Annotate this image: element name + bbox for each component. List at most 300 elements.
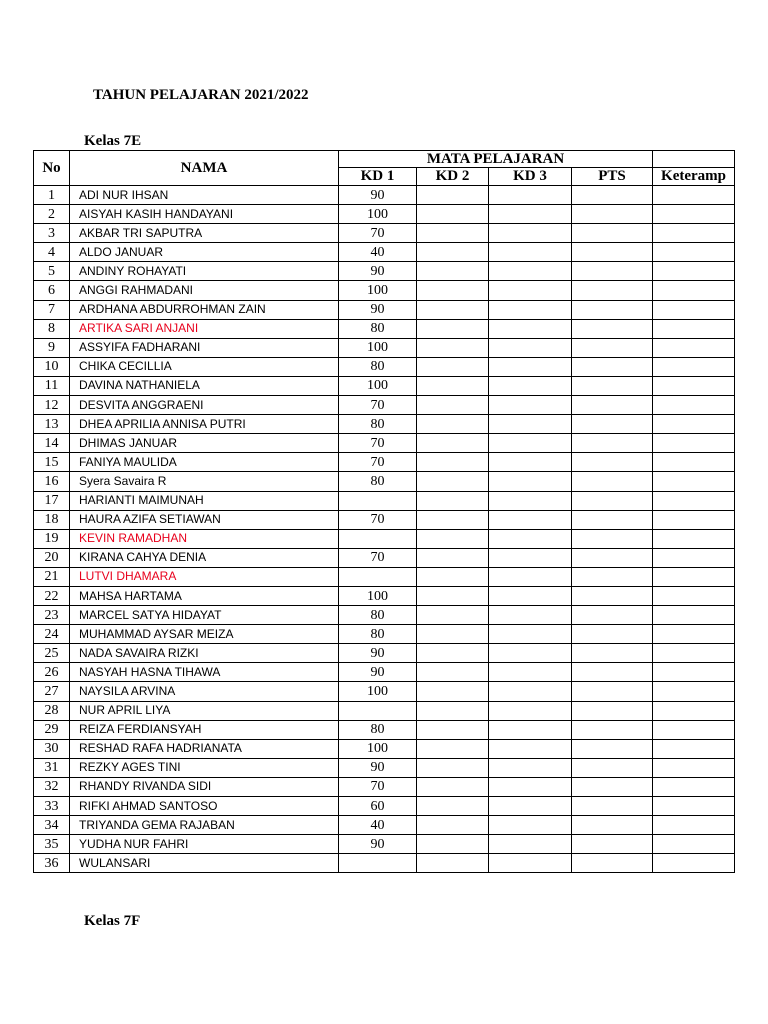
pts-score	[572, 625, 653, 644]
student-name: ALDO JANUAR	[70, 243, 339, 262]
row-number: 20	[34, 548, 70, 567]
class-label-7f: Kelas 7F	[84, 913, 141, 929]
kd3-score	[489, 396, 572, 415]
table-row	[34, 281, 735, 300]
row-number: 7	[34, 300, 70, 319]
keterampilan-score	[653, 205, 735, 224]
table-row	[34, 720, 735, 739]
kd3-score	[489, 510, 572, 529]
table-body	[34, 186, 735, 873]
student-name: DAVINA NATHANIELA	[70, 376, 339, 395]
keterampilan-score	[653, 338, 735, 357]
kd1-score: 100	[339, 205, 417, 224]
kd1-score: 70	[339, 548, 417, 567]
row-number: 29	[34, 720, 70, 739]
table-row	[34, 453, 735, 472]
row-number: 4	[34, 243, 70, 262]
student-name: ARDHANA ABDURROHMAN ZAIN	[70, 300, 339, 319]
kd3-score	[489, 777, 572, 796]
pts-score	[572, 357, 653, 376]
kd2-score	[417, 319, 489, 338]
student-name: AKBAR TRI SAPUTRA	[70, 224, 339, 243]
pts-score	[572, 319, 653, 338]
row-number: 17	[34, 491, 70, 510]
kd3-score	[489, 262, 572, 281]
row-number: 23	[34, 606, 70, 625]
kd3-score	[489, 529, 572, 548]
keterampilan-score	[653, 548, 735, 567]
pts-score	[572, 510, 653, 529]
header-kd3: KD 3	[489, 168, 572, 186]
row-number: 19	[34, 529, 70, 548]
student-name: NADA SAVAIRA RIZKI	[70, 644, 339, 663]
kd3-score	[489, 205, 572, 224]
kd3-score	[489, 625, 572, 644]
table-row	[34, 434, 735, 453]
table-row	[34, 625, 735, 644]
keterampilan-score	[653, 758, 735, 777]
keterampilan-score	[653, 739, 735, 758]
kd1-score: 90	[339, 262, 417, 281]
row-number: 3	[34, 224, 70, 243]
student-name: NASYAH HASNA TIHAWA	[70, 663, 339, 682]
pts-score	[572, 376, 653, 395]
kd3-score	[489, 682, 572, 701]
table-row	[34, 319, 735, 338]
keterampilan-score	[653, 644, 735, 663]
kd2-score	[417, 644, 489, 663]
table-row	[34, 224, 735, 243]
table-row	[34, 797, 735, 816]
pts-score	[572, 396, 653, 415]
keterampilan-score	[653, 835, 735, 854]
keterampilan-score	[653, 510, 735, 529]
row-number: 12	[34, 396, 70, 415]
table-row	[34, 548, 735, 567]
table-row	[34, 472, 735, 491]
student-name: Syera Savaira R	[70, 472, 339, 491]
kd1-score: 80	[339, 720, 417, 739]
kd1-score	[339, 567, 417, 586]
kd2-score	[417, 854, 489, 873]
kd3-score	[489, 472, 572, 491]
row-number: 33	[34, 797, 70, 816]
student-name: DESVITA ANGGRAENI	[70, 396, 339, 415]
student-name: CHIKA CECILLIA	[70, 357, 339, 376]
kd2-score	[417, 835, 489, 854]
student-name: DHEA APRILIA ANNISA PUTRI	[70, 415, 339, 434]
keterampilan-score	[653, 701, 735, 720]
keterampilan-score	[653, 396, 735, 415]
table-row	[34, 606, 735, 625]
row-number: 30	[34, 739, 70, 758]
kd1-score	[339, 529, 417, 548]
student-name: ADI NUR IHSAN	[70, 186, 339, 205]
student-name: YUDHA NUR FAHRI	[70, 835, 339, 854]
student-name: FANIYA MAULIDA	[70, 453, 339, 472]
kd1-score: 60	[339, 797, 417, 816]
kd2-score	[417, 548, 489, 567]
keterampilan-score	[653, 606, 735, 625]
kd2-score	[417, 682, 489, 701]
row-number: 36	[34, 854, 70, 873]
header-pts: PTS	[572, 168, 653, 186]
kd3-score	[489, 319, 572, 338]
table-row	[34, 510, 735, 529]
row-number: 31	[34, 758, 70, 777]
table-row	[34, 777, 735, 796]
pts-score	[572, 434, 653, 453]
kd3-score	[489, 357, 572, 376]
pts-score	[572, 243, 653, 262]
pts-score	[572, 739, 653, 758]
pts-score	[572, 758, 653, 777]
kd1-score	[339, 854, 417, 873]
keterampilan-score	[653, 625, 735, 644]
pts-score	[572, 548, 653, 567]
keterampilan-score	[653, 720, 735, 739]
pts-score	[572, 682, 653, 701]
kd1-score: 90	[339, 644, 417, 663]
kd3-score	[489, 415, 572, 434]
row-number: 9	[34, 338, 70, 357]
keterampilan-score	[653, 567, 735, 586]
table-row	[34, 758, 735, 777]
kd3-score	[489, 376, 572, 395]
pts-score	[572, 586, 653, 605]
pts-score	[572, 300, 653, 319]
pts-score	[572, 644, 653, 663]
table-row	[34, 415, 735, 434]
student-name: ASSYIFA FADHARANI	[70, 338, 339, 357]
student-name: HAURA AZIFA SETIAWAN	[70, 510, 339, 529]
student-name: ANGGI RAHMADANI	[70, 281, 339, 300]
student-name: RESHAD RAFA HADRIANATA	[70, 739, 339, 758]
table-row	[34, 701, 735, 720]
kd3-score	[489, 586, 572, 605]
keterampilan-score	[653, 797, 735, 816]
kd2-score	[417, 281, 489, 300]
kd2-score	[417, 262, 489, 281]
kd1-score: 90	[339, 758, 417, 777]
pts-score	[572, 186, 653, 205]
kd2-score	[417, 758, 489, 777]
kd2-score	[417, 567, 489, 586]
student-name: MAHSA HARTAMA	[70, 586, 339, 605]
kd1-score: 100	[339, 586, 417, 605]
pts-score	[572, 415, 653, 434]
kd1-score: 80	[339, 625, 417, 644]
table-row	[34, 186, 735, 205]
kd1-score: 80	[339, 357, 417, 376]
kd1-score: 90	[339, 300, 417, 319]
kd3-score	[489, 434, 572, 453]
kd3-score	[489, 338, 572, 357]
pts-score	[572, 281, 653, 300]
kd2-score	[417, 586, 489, 605]
row-number: 15	[34, 453, 70, 472]
student-name: RIFKI AHMAD SANTOSO	[70, 797, 339, 816]
student-name: MUHAMMAD AYSAR MEIZA	[70, 625, 339, 644]
keterampilan-score	[653, 357, 735, 376]
kd2-score	[417, 701, 489, 720]
table-row	[34, 644, 735, 663]
row-number: 34	[34, 816, 70, 835]
pts-score	[572, 529, 653, 548]
pts-score	[572, 606, 653, 625]
header-mata-pelajaran: MATA PELAJARAN	[339, 151, 653, 168]
kd2-score	[417, 797, 489, 816]
table-row	[34, 396, 735, 415]
student-name: KIRANA CAHYA DENIA	[70, 548, 339, 567]
pts-score	[572, 720, 653, 739]
row-number: 24	[34, 625, 70, 644]
student-name: AISYAH KASIH HANDAYANI	[70, 205, 339, 224]
kd2-score	[417, 300, 489, 319]
kd2-score	[417, 606, 489, 625]
student-name: KEVIN RAMADHAN	[70, 529, 339, 548]
table-row	[34, 262, 735, 281]
kd1-score: 100	[339, 376, 417, 395]
kd1-score: 80	[339, 319, 417, 338]
student-name: MARCEL SATYA HIDAYAT	[70, 606, 339, 625]
kd1-score: 90	[339, 835, 417, 854]
kd2-score	[417, 625, 489, 644]
pts-score	[572, 777, 653, 796]
kd2-score	[417, 510, 489, 529]
row-number: 11	[34, 376, 70, 395]
row-number: 25	[34, 644, 70, 663]
row-number: 14	[34, 434, 70, 453]
kd2-score	[417, 777, 489, 796]
keterampilan-score	[653, 319, 735, 338]
pts-score	[572, 701, 653, 720]
keterampilan-score	[653, 186, 735, 205]
table-row	[34, 663, 735, 682]
kd1-score: 70	[339, 224, 417, 243]
pts-score	[572, 491, 653, 510]
header-no: No	[34, 151, 70, 186]
kd1-score: 80	[339, 472, 417, 491]
keterampilan-score	[653, 472, 735, 491]
row-number: 2	[34, 205, 70, 224]
kd2-score	[417, 338, 489, 357]
keterampilan-score	[653, 224, 735, 243]
row-number: 10	[34, 357, 70, 376]
keterampilan-score	[653, 491, 735, 510]
student-name: TRIYANDA GEMA RAJABAN	[70, 816, 339, 835]
keterampilan-score	[653, 434, 735, 453]
kd2-score	[417, 224, 489, 243]
kd3-score	[489, 835, 572, 854]
kd2-score	[417, 357, 489, 376]
kd3-score	[489, 663, 572, 682]
student-name: NUR APRIL LIYA	[70, 701, 339, 720]
pts-score	[572, 224, 653, 243]
class-label-7e: Kelas 7E	[84, 133, 142, 149]
keterampilan-score	[653, 663, 735, 682]
pts-score	[572, 835, 653, 854]
kd2-score	[417, 376, 489, 395]
kd3-score	[489, 758, 572, 777]
pts-score	[572, 472, 653, 491]
kd3-score	[489, 854, 572, 873]
keterampilan-score	[653, 300, 735, 319]
pts-score	[572, 205, 653, 224]
kd2-score	[417, 739, 489, 758]
row-number: 16	[34, 472, 70, 491]
kd3-score	[489, 300, 572, 319]
kd3-score	[489, 701, 572, 720]
kd3-score	[489, 644, 572, 663]
kd3-score	[489, 281, 572, 300]
table-row	[34, 529, 735, 548]
row-number: 5	[34, 262, 70, 281]
row-number: 28	[34, 701, 70, 720]
header-keterampilan: Keteramp	[653, 168, 735, 186]
student-name: ARTIKA SARI ANJANI	[70, 319, 339, 338]
kd2-score	[417, 415, 489, 434]
kd1-score	[339, 491, 417, 510]
row-number: 13	[34, 415, 70, 434]
kd3-score	[489, 816, 572, 835]
student-name: HARIANTI MAIMUNAH	[70, 491, 339, 510]
kd3-score	[489, 453, 572, 472]
keterampilan-score	[653, 262, 735, 281]
kd1-score: 70	[339, 434, 417, 453]
header-empty-cell	[653, 151, 735, 168]
kd3-score	[489, 224, 572, 243]
pts-score	[572, 262, 653, 281]
kd2-score	[417, 720, 489, 739]
student-name: LUTVI DHAMARA	[70, 567, 339, 586]
kd1-score: 70	[339, 396, 417, 415]
kd2-score	[417, 491, 489, 510]
kd3-score	[489, 797, 572, 816]
kd1-score: 100	[339, 682, 417, 701]
keterampilan-score	[653, 816, 735, 835]
table-row	[34, 567, 735, 586]
kd2-score	[417, 663, 489, 682]
kd2-score	[417, 453, 489, 472]
pts-score	[572, 816, 653, 835]
kd3-score	[489, 548, 572, 567]
kd1-score: 80	[339, 606, 417, 625]
table-row	[34, 357, 735, 376]
pts-score	[572, 453, 653, 472]
keterampilan-score	[653, 281, 735, 300]
table-row	[34, 835, 735, 854]
header-kd2: KD 2	[417, 168, 489, 186]
table-row	[34, 338, 735, 357]
row-number: 18	[34, 510, 70, 529]
pts-score	[572, 663, 653, 682]
kd2-score	[417, 816, 489, 835]
kd1-score	[339, 701, 417, 720]
table-row	[34, 376, 735, 395]
keterampilan-score	[653, 777, 735, 796]
pts-score	[572, 567, 653, 586]
row-number: 22	[34, 586, 70, 605]
table-row	[34, 243, 735, 262]
student-name: WULANSARI	[70, 854, 339, 873]
kd2-score	[417, 529, 489, 548]
keterampilan-score	[653, 682, 735, 701]
pts-score	[572, 854, 653, 873]
student-name: NAYSILA ARVINA	[70, 682, 339, 701]
kd2-score	[417, 243, 489, 262]
student-name: REZKY AGES TINI	[70, 758, 339, 777]
pts-score	[572, 338, 653, 357]
page-title: TAHUN PELAJARAN 2021/2022	[93, 87, 309, 103]
row-number: 35	[34, 835, 70, 854]
kd3-score	[489, 567, 572, 586]
grades-table	[33, 150, 735, 873]
student-name: RHANDY RIVANDA SIDI	[70, 777, 339, 796]
student-name: DHIMAS JANUAR	[70, 434, 339, 453]
header-kd1: KD 1	[339, 168, 417, 186]
kd2-score	[417, 472, 489, 491]
kd1-score: 40	[339, 816, 417, 835]
kd2-score	[417, 186, 489, 205]
row-number: 1	[34, 186, 70, 205]
table-row	[34, 739, 735, 758]
keterampilan-score	[653, 415, 735, 434]
keterampilan-score	[653, 376, 735, 395]
keterampilan-score	[653, 854, 735, 873]
pts-score	[572, 797, 653, 816]
kd3-score	[489, 739, 572, 758]
table-row	[34, 491, 735, 510]
kd2-score	[417, 205, 489, 224]
row-number: 32	[34, 777, 70, 796]
keterampilan-score	[653, 586, 735, 605]
kd3-score	[489, 491, 572, 510]
keterampilan-score	[653, 453, 735, 472]
kd3-score	[489, 186, 572, 205]
header-nama: NAMA	[70, 151, 339, 186]
row-number: 21	[34, 567, 70, 586]
keterampilan-score	[653, 243, 735, 262]
kd1-score: 70	[339, 453, 417, 472]
kd1-score: 40	[339, 243, 417, 262]
kd1-score: 90	[339, 663, 417, 682]
kd2-score	[417, 396, 489, 415]
student-name: ANDINY ROHAYATI	[70, 262, 339, 281]
row-number: 27	[34, 682, 70, 701]
row-number: 8	[34, 319, 70, 338]
kd2-score	[417, 434, 489, 453]
row-number: 26	[34, 663, 70, 682]
table-row	[34, 854, 735, 873]
kd1-score: 100	[339, 338, 417, 357]
table-row	[34, 586, 735, 605]
kd1-score: 70	[339, 777, 417, 796]
kd3-score	[489, 720, 572, 739]
table-row	[34, 682, 735, 701]
table-row	[34, 816, 735, 835]
kd1-score: 80	[339, 415, 417, 434]
kd1-score: 70	[339, 510, 417, 529]
kd3-score	[489, 606, 572, 625]
kd1-score: 100	[339, 739, 417, 758]
keterampilan-score	[653, 529, 735, 548]
kd1-score: 90	[339, 186, 417, 205]
kd1-score: 100	[339, 281, 417, 300]
table-row	[34, 205, 735, 224]
table-row	[34, 300, 735, 319]
row-number: 6	[34, 281, 70, 300]
